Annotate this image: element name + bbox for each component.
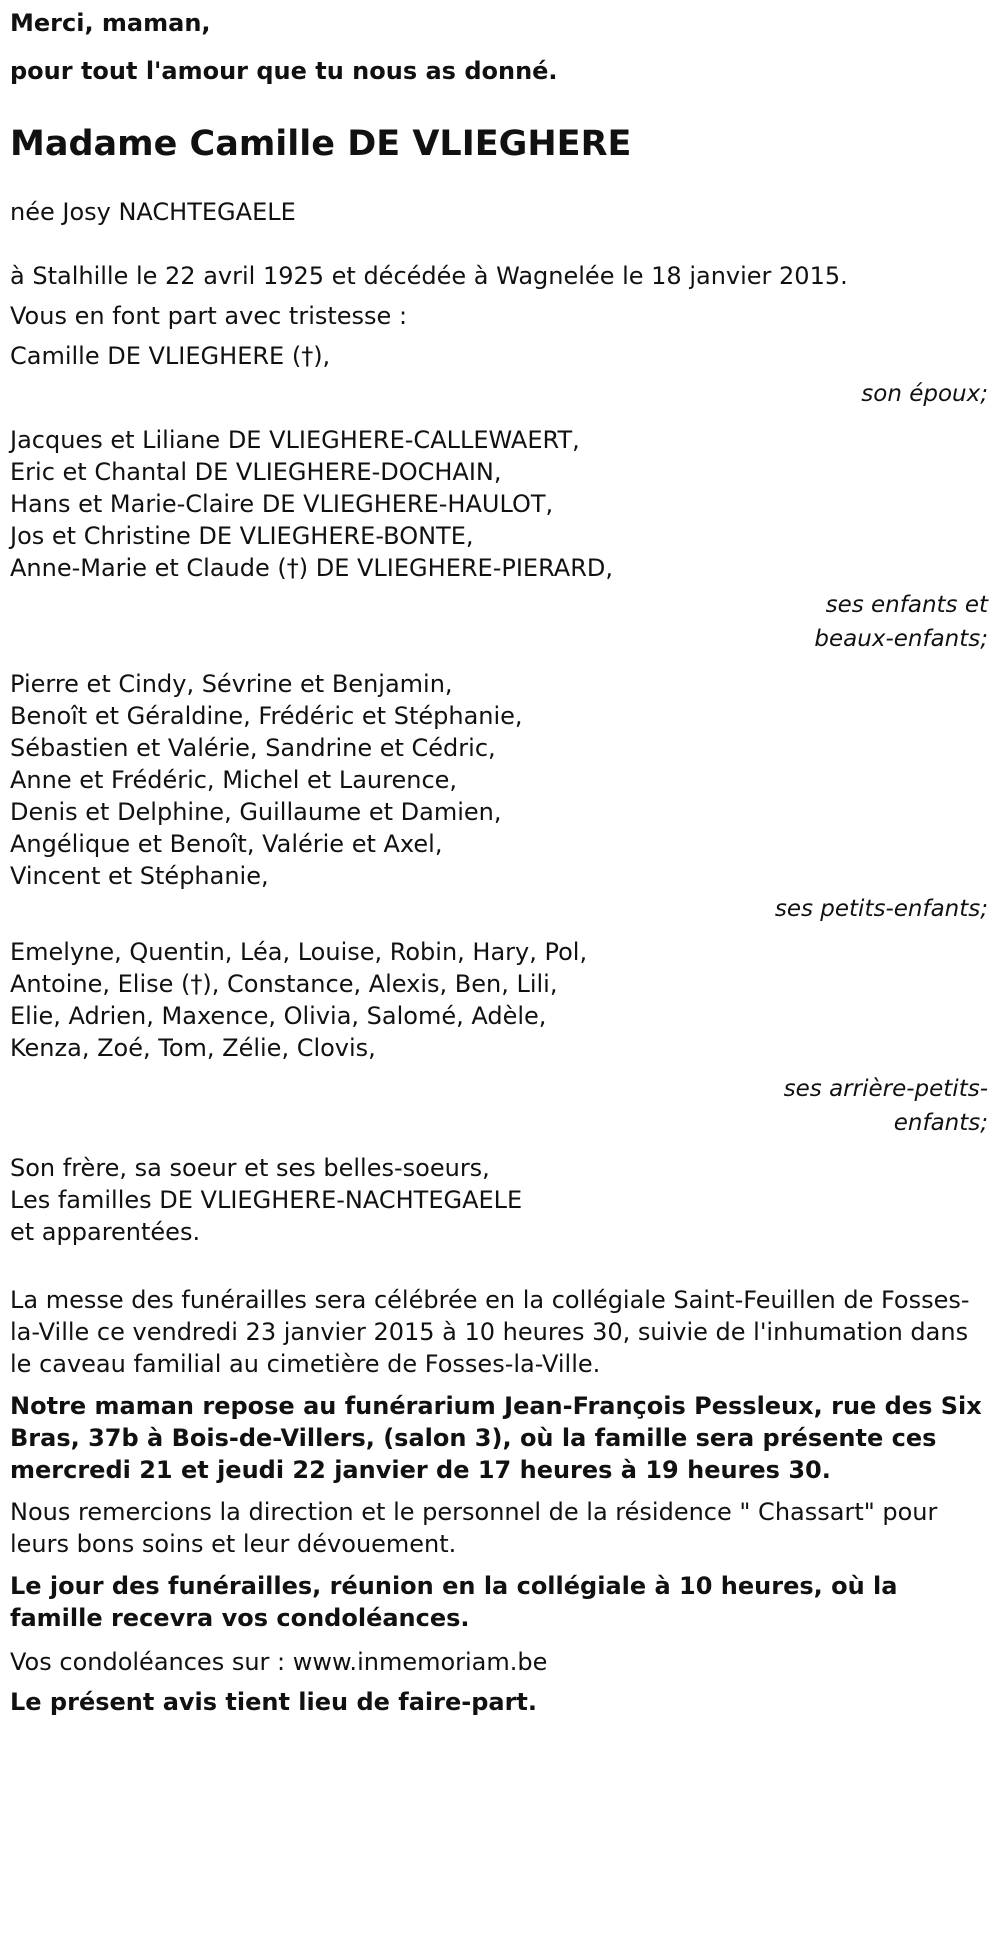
family-name-line: et apparentées. (10, 1218, 201, 1246)
intro-line-1: Merci, maman, (10, 9, 211, 37)
deceased-name: Madame Camille DE VLIEGHERE (10, 124, 632, 164)
family-name-line: Antoine, Elise (†), Constance, Alexis, Ben, Lili, (10, 970, 558, 998)
family-name-line: Jos et Christine DE VLIEGHERE-BONTE, (10, 522, 474, 550)
reunion-paragraph: Le jour des funérailles, réunion en la collégiale à 10 heures, où la famille recevra vos condoléances. (10, 1572, 898, 1632)
family-name-line: Camille DE VLIEGHERE (†), (10, 342, 331, 370)
other-relatives-group (10, 1152, 988, 1248)
family-name-line: Sébastien et Valérie, Sandrine et Cédric, (10, 734, 496, 762)
maiden-name: née Josy NACHTEGAELE (10, 198, 296, 226)
family-name-line: Anne et Frédéric, Michel et Laurence, (10, 766, 458, 794)
announcement-line: Vous en font part avec tristesse : (10, 302, 408, 330)
children-group (10, 424, 988, 656)
family-name-line: Eric et Chantal DE VLIEGHERE-DOCHAIN, (10, 458, 502, 486)
family-name-line: Denis et Delphine, Guillaume et Damien, (10, 798, 502, 826)
relation-label: enfants; (893, 1110, 988, 1136)
great-grandchildren-group (10, 936, 988, 1140)
thanks-paragraph: Nous remercions la direction et le personnel de la résidence " Chassart" pour leurs bons soins et leur dévouement. (10, 1498, 938, 1558)
family-name-line: Benoît et Géraldine, Frédéric et Stéphanie, (10, 702, 523, 730)
family-name-line: Pierre et Cindy, Sévrine et Benjamin, (10, 670, 453, 698)
family-name-line: Elie, Adrien, Maxence, Olivia, Salomé, Adèle, (10, 1002, 547, 1030)
family-name-line: Angélique et Benoît, Valérie et Axel, (10, 830, 443, 858)
relation-label: ses arrière-petits- (783, 1076, 988, 1102)
intro-message (10, 0, 988, 90)
spouse-group (10, 336, 988, 412)
grandchildren-group (10, 668, 988, 926)
funeral-mass-paragraph: La messe des funérailles sera célébrée en la collégiale Saint-Feuillen de Fosses-la-Ville ce vendredi 23 janvier 2015 à 10 heures 30, suivie de l'inhumation dans le caveau familial au cimetière de Fosses-la-Ville. (10, 1286, 970, 1378)
family-name-line: Vincent et Stéphanie, (10, 862, 269, 890)
intro-line-2: pour tout l'amour que tu nous as donné. (10, 57, 558, 85)
family-name-line: Son frère, sa soeur et ses belles-soeurs, (10, 1154, 490, 1182)
family-name-line: Jacques et Liliane DE VLIEGHERE-CALLEWAERT, (10, 426, 580, 454)
funerarium-paragraph: Notre maman repose au funérarium Jean-François Pessleux, rue des Six Bras, 37b à Bois-de-Villers, (salon 3), où la famille sera présente ces mercredi 21 et jeudi 22 janvier de 17 heures à 19 heures 30. (10, 1392, 982, 1484)
relation-label: ses petits-enfants; (774, 896, 988, 922)
family-name-line: Anne-Marie et Claude (†) DE VLIEGHERE-PIERARD, (10, 554, 613, 582)
relation-label: beaux-enfants; (814, 626, 988, 652)
birth-death-line: à Stalhille le 22 avril 1925 et décédée à Wagnelée le 18 janvier 2015. (10, 262, 848, 290)
family-name-line: Les familles DE VLIEGHERE-NACHTEGAELE (10, 1186, 523, 1214)
family-name-line: Kenza, Zoé, Tom, Zélie, Clovis, (10, 1034, 376, 1062)
family-name-line: Emelyne, Quentin, Léa, Louise, Robin, Hary, Pol, (10, 938, 588, 966)
relation-label: ses enfants et (825, 592, 988, 618)
family-name-line: Hans et Marie-Claire DE VLIEGHERE-HAULOT, (10, 490, 554, 518)
closing-line: Le présent avis tient lieu de faire-part. (10, 1688, 538, 1716)
condolences-line: Vos condoléances sur : www.inmemoriam.be (10, 1648, 548, 1676)
relation-label: son époux; (861, 381, 988, 407)
